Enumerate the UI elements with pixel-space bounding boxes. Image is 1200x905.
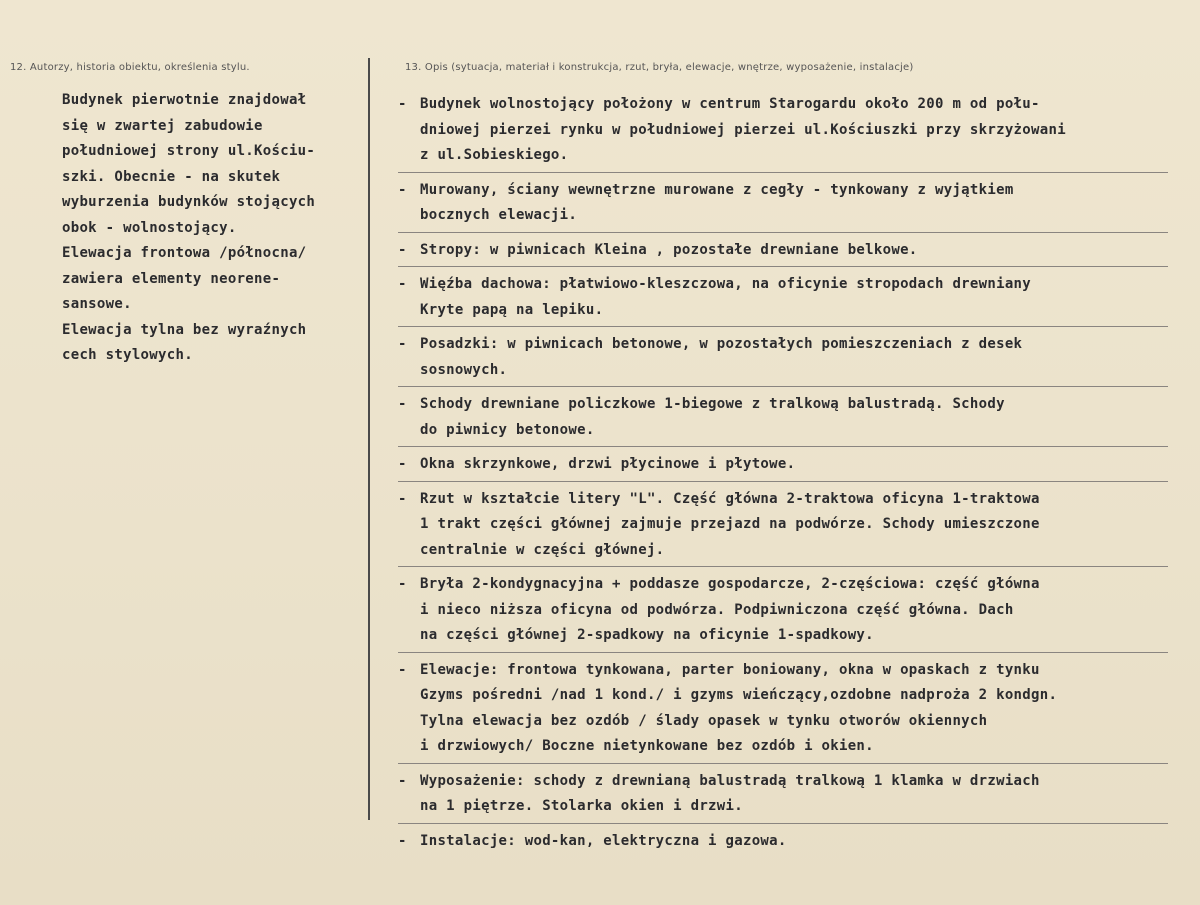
description-line: i drzwiowych/ Boczne nietynkowane bez ozdób i okien.: [420, 738, 874, 754]
description-line: Kryte papą na lepiku.: [420, 301, 604, 318]
item-separator: [398, 566, 1168, 567]
description-line: Więźba dachowa: płatwiowo-kleszczowa, na oficynie stropodach drewniany: [420, 276, 1032, 292]
description-line: Stropy: w piwnicach Kleina , pozostałe drewniane belkowe.: [420, 241, 918, 258]
description-line: Instalacje: wod-kan, elektryczna i gazowa.: [420, 832, 787, 849]
bullet-dash: -: [398, 181, 407, 198]
description-line: Gzyms pośredni /nad 1 kond./ i gzyms wieńczący,ozdobne nadproża 2 kondgn.: [420, 687, 1058, 703]
item-separator: [398, 232, 1168, 233]
description-item: [398, 392, 1188, 443]
history-line: się w zwartej zabudowie: [62, 117, 263, 134]
description-list: [398, 92, 1188, 854]
history-text: [62, 88, 362, 369]
history-line: wyburzenia budynków stojących: [62, 194, 316, 210]
item-separator: [398, 763, 1168, 764]
bullet-dash: -: [398, 490, 407, 507]
history-line: cech stylowych.: [62, 347, 193, 363]
description-line: Bryła 2-kondygnacyjna + poddasze gospodarcze, 2-częściowa: część główna: [420, 576, 1040, 592]
description-line: dniowej pierzei rynku w południowej pierzei ul.Kościuszki przy skrzyżowani: [420, 121, 1066, 138]
item-separator: [398, 266, 1168, 267]
history-line: sansowe.: [62, 296, 132, 312]
bullet-dash: -: [398, 772, 407, 789]
bullet-dash: -: [398, 276, 407, 292]
bullet-dash: -: [398, 241, 407, 258]
description-line: Wyposażenie: schody z drewnianą balustradą tralkową 1 klamka w drzwiach: [420, 772, 1040, 789]
column-divider: [368, 58, 370, 820]
section-12-header: 12. Autorzy, historia obiektu, określenia stylu.: [10, 62, 250, 73]
bullet-dash: -: [398, 96, 407, 112]
history-line: obok - wolnostojący.: [62, 219, 237, 236]
description-line: Tylna elewacja bez ozdób / ślady opasek w tynku otworów okiennych: [420, 712, 988, 729]
item-separator: [398, 481, 1168, 482]
item-separator: [398, 172, 1168, 173]
description-item: [398, 92, 1188, 169]
description-item: [398, 238, 1188, 264]
item-separator: [398, 823, 1168, 824]
description-line: Murowany, ściany wewnętrzne murowane z cegły - tynkowany z wyjątkiem: [420, 181, 1014, 198]
description-item: [398, 658, 1188, 760]
history-line: Elewacja tylna bez wyraźnych: [62, 321, 307, 338]
description-line: 1 trakt części głównej zajmuje przejazd na podwórze. Schody umieszczone: [420, 516, 1040, 532]
history-line: zawiera elementy neorene-: [62, 270, 281, 287]
description-item: [398, 178, 1188, 229]
bullet-dash: -: [398, 661, 407, 678]
description-line: Okna skrzynkowe, drzwi płycinowe i płytowe.: [420, 456, 796, 472]
description-item: [398, 272, 1188, 323]
description-line: sosnowych.: [420, 361, 508, 378]
description-line: centralnie w części głównej.: [420, 541, 665, 558]
description-line: Elewacje: frontowa tynkowana, parter boniowany, okna w opaskach z tynku: [420, 661, 1040, 678]
description-item: [398, 572, 1188, 649]
description-item: [398, 452, 1188, 478]
bullet-dash: -: [398, 336, 407, 352]
history-line: Elewacja frontowa /północna/: [62, 245, 307, 261]
description-line: Rzut w kształcie litery "L". Część główna 2-traktowa oficyna 1-traktowa: [420, 490, 1040, 507]
history-line: szki. Obecnie - na skutek: [62, 168, 281, 185]
description-item: [398, 829, 1188, 855]
description-line: bocznych elewacji.: [420, 207, 578, 223]
section-13-header: 13. Opis (sytuacja, materiał i konstrukcja, rzut, bryła, elewacje, wnętrze, wyposażenie, instalacje): [405, 62, 914, 73]
description-item: [398, 769, 1188, 820]
description-line: Budynek wolnostojący położony w centrum Starogardu około 200 m od połu-: [420, 96, 1040, 112]
description-line: i nieco niższa oficyna od podwórza. Podpiwniczona część główna. Dach: [420, 601, 1014, 618]
description-item: [398, 487, 1188, 564]
description-line: na części głównej 2-spadkowy na oficynie 1-spadkowy.: [420, 627, 874, 643]
description-line: z ul.Sobieskiego.: [420, 147, 569, 163]
description-item: [398, 332, 1188, 383]
description-line: Schody drewniane policzkowe 1-biegowe z tralkową balustradą. Schody: [420, 396, 1005, 412]
item-separator: [398, 386, 1168, 387]
bullet-dash: -: [398, 456, 407, 472]
item-separator: [398, 326, 1168, 327]
bullet-dash: -: [398, 396, 407, 412]
description-line: na 1 piętrze. Stolarka okien i drzwi.: [420, 798, 743, 814]
item-separator: [398, 446, 1168, 447]
item-separator: [398, 652, 1168, 653]
bullet-dash: -: [398, 832, 407, 849]
history-line: Budynek pierwotnie znajdował: [62, 92, 307, 108]
description-line: do piwnicy betonowe.: [420, 421, 595, 438]
bullet-dash: -: [398, 576, 407, 592]
history-line: południowej strony ul.Kościu-: [62, 143, 316, 159]
description-line: Posadzki: w piwnicach betonowe, w pozostałych pomieszczeniach z desek: [420, 336, 1023, 352]
